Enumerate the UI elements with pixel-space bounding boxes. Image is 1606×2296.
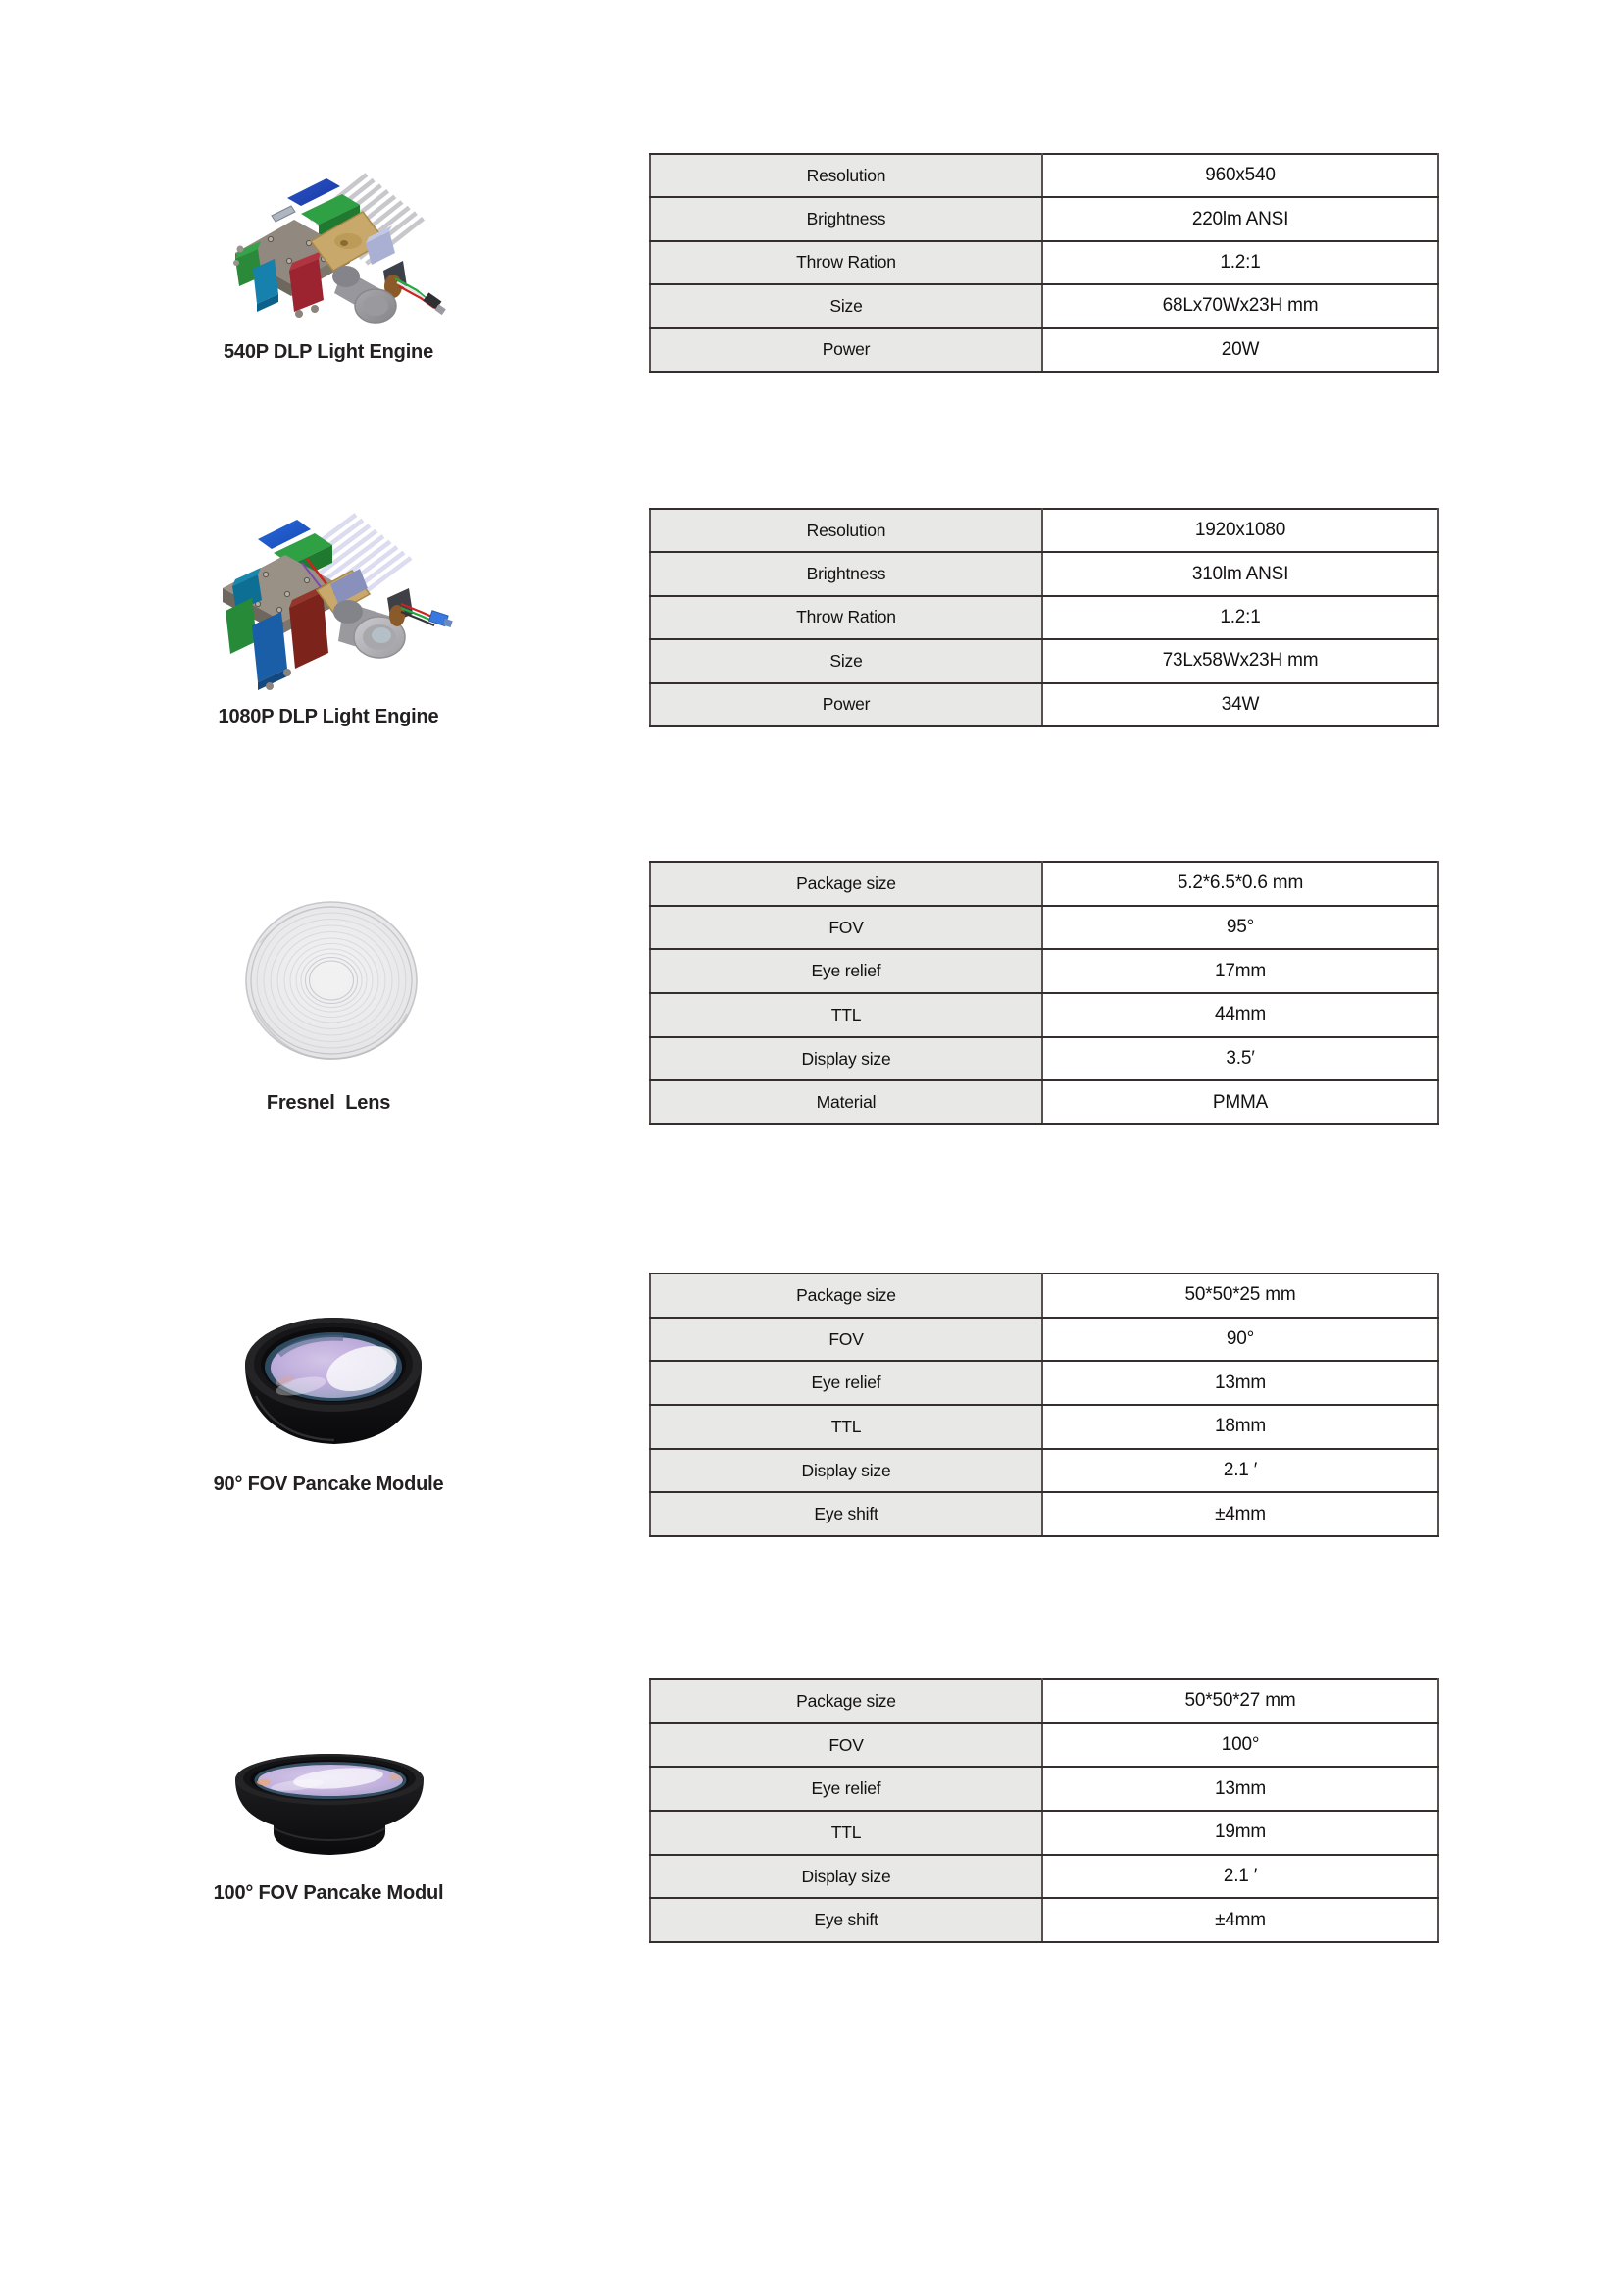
spec-value: 68Lx70Wx23H mm — [1042, 284, 1438, 327]
spec-label: TTL — [650, 993, 1042, 1037]
product-image-540p-dlp-light-engine — [142, 94, 515, 335]
spec-value: 310lm ANSI — [1042, 552, 1438, 595]
spec-table-540p — [649, 153, 1439, 373]
spec-label: Display size — [650, 1037, 1042, 1081]
spec-value: 2.1 ′ — [1042, 1449, 1438, 1493]
spec-row — [650, 1723, 1438, 1768]
spec-row — [650, 241, 1438, 284]
spec-row — [650, 284, 1438, 327]
spec-row — [650, 862, 1438, 906]
spec-value: ±4mm — [1042, 1492, 1438, 1536]
spec-value: 1.2:1 — [1042, 241, 1438, 284]
spec-label: Display size — [650, 1855, 1042, 1899]
product-caption-540p: 540P DLP Light Engine — [224, 341, 433, 363]
spec-label: Power — [650, 683, 1042, 726]
spec-table-pancake-100 — [649, 1678, 1439, 1943]
product-figure-pancake-90 — [142, 1312, 515, 1497]
spec-value: 19mm — [1042, 1811, 1438, 1855]
spec-label: FOV — [650, 1723, 1042, 1768]
spec-value: ±4mm — [1042, 1898, 1438, 1942]
spec-row — [650, 1080, 1438, 1124]
spec-row — [650, 906, 1438, 950]
spec-label: Brightness — [650, 197, 1042, 240]
spec-label: Package size — [650, 862, 1042, 906]
spec-value: 1920x1080 — [1042, 509, 1438, 552]
spec-value: 18mm — [1042, 1405, 1438, 1449]
spec-row — [650, 197, 1438, 240]
spec-row — [650, 552, 1438, 595]
spec-row — [650, 1898, 1438, 1942]
spec-row — [650, 1855, 1438, 1899]
product-image-pancake-module-100 — [142, 1750, 515, 1860]
spec-value: 3.5′ — [1042, 1037, 1438, 1081]
spec-label: Eye relief — [650, 1361, 1042, 1405]
spec-row — [650, 1767, 1438, 1811]
spec-row — [650, 639, 1438, 682]
spec-value: 960x540 — [1042, 154, 1438, 197]
540p-dlp-light-engine-graphic — [142, 94, 515, 335]
spec-value: 20W — [1042, 328, 1438, 372]
spec-row — [650, 1405, 1438, 1449]
spec-value: PMMA — [1042, 1080, 1438, 1124]
spec-row — [650, 1273, 1438, 1318]
spec-label: Throw Ration — [650, 241, 1042, 284]
spec-label: Package size — [650, 1273, 1042, 1318]
spec-table-pancake-90 — [649, 1273, 1439, 1537]
spec-label: Throw Ration — [650, 596, 1042, 639]
pancake-module-90-graphic — [142, 1312, 515, 1451]
spec-row — [650, 328, 1438, 372]
spec-row — [650, 949, 1438, 993]
spec-value: 44mm — [1042, 993, 1438, 1037]
spec-table-fresnel — [649, 861, 1439, 1125]
spec-label: TTL — [650, 1811, 1042, 1855]
spec-value: 95° — [1042, 906, 1438, 950]
spec-label: FOV — [650, 1318, 1042, 1362]
spec-row — [650, 596, 1438, 639]
product-caption-1080p: 1080P DLP Light Engine — [218, 706, 439, 727]
spec-value: 73Lx58Wx23H mm — [1042, 639, 1438, 682]
product-image-fresnel-lens — [142, 894, 515, 1073]
product-figure-540p — [142, 94, 515, 365]
spec-label: Resolution — [650, 154, 1042, 197]
spec-row — [650, 993, 1438, 1037]
spec-label: TTL — [650, 1405, 1042, 1449]
fresnel-lens-graphic — [142, 894, 515, 1073]
spec-value: 50*50*25 mm — [1042, 1273, 1438, 1318]
product-figure-1080p — [142, 469, 515, 729]
spec-value: 220lm ANSI — [1042, 197, 1438, 240]
product-image-1080p-dlp-light-engine — [142, 469, 515, 696]
spec-value: 5.2*6.5*0.6 mm — [1042, 862, 1438, 906]
spec-label: Size — [650, 639, 1042, 682]
product-caption-pancake-100: 100° FOV Pancake Modul — [213, 1882, 444, 1904]
spec-row — [650, 1037, 1438, 1081]
spec-value: 2.1 ′ — [1042, 1855, 1438, 1899]
product-figure-pancake-100 — [142, 1750, 515, 1906]
spec-label: Package size — [650, 1679, 1042, 1723]
spec-row — [650, 509, 1438, 552]
spec-table-1080p — [649, 508, 1439, 727]
spec-value: 90° — [1042, 1318, 1438, 1362]
spec-row — [650, 154, 1438, 197]
spec-label: Display size — [650, 1449, 1042, 1493]
spec-label: Power — [650, 328, 1042, 372]
spec-row — [650, 1449, 1438, 1493]
spec-label: Eye relief — [650, 1767, 1042, 1811]
spec-row — [650, 1361, 1438, 1405]
spec-label: Resolution — [650, 509, 1042, 552]
spec-row — [650, 683, 1438, 726]
spec-label: Eye shift — [650, 1898, 1042, 1942]
spec-row — [650, 1679, 1438, 1723]
spec-row — [650, 1811, 1438, 1855]
pancake-module-100-graphic — [142, 1750, 515, 1860]
spec-value: 50*50*27 mm — [1042, 1679, 1438, 1723]
spec-value: 1.2:1 — [1042, 596, 1438, 639]
spec-label: FOV — [650, 906, 1042, 950]
spec-value: 13mm — [1042, 1361, 1438, 1405]
spec-label: Material — [650, 1080, 1042, 1124]
spec-label: Eye shift — [650, 1492, 1042, 1536]
product-caption-fresnel: Fresnel Lens — [266, 1092, 391, 1114]
spec-value: 13mm — [1042, 1767, 1438, 1811]
product-figure-fresnel — [142, 894, 515, 1116]
1080p-dlp-light-engine-graphic — [142, 469, 515, 696]
spec-row — [650, 1492, 1438, 1536]
spec-label: Size — [650, 284, 1042, 327]
spec-value: 100° — [1042, 1723, 1438, 1768]
spec-label: Brightness — [650, 552, 1042, 595]
product-image-pancake-module-90 — [142, 1312, 515, 1451]
product-caption-pancake-90: 90° FOV Pancake Module — [213, 1473, 444, 1495]
spec-value: 17mm — [1042, 949, 1438, 993]
spec-value: 34W — [1042, 683, 1438, 726]
spec-label: Eye relief — [650, 949, 1042, 993]
spec-row — [650, 1318, 1438, 1362]
